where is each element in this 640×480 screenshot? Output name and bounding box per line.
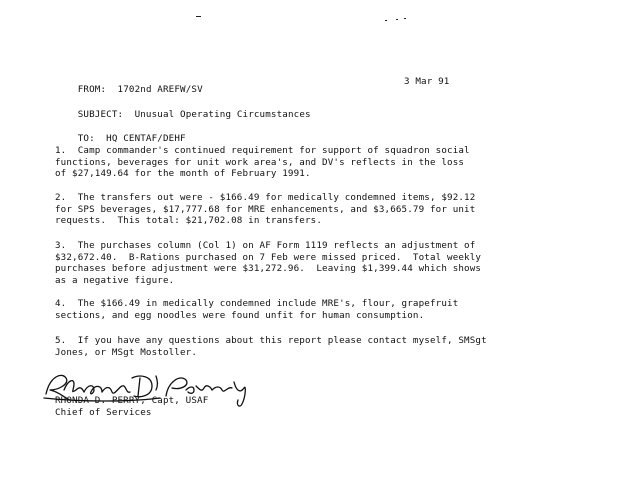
paragraph-line: functions, beverages for unit work area's, and DV's reflects in the loss bbox=[55, 156, 465, 168]
paragraph-1 bbox=[55, 145, 475, 180]
to-value: HQ CENTAF/DEHF bbox=[106, 133, 186, 144]
paragraph-line: purchases before adjustment were $31,272.96. Leaving $1,399.44 which shows bbox=[55, 263, 482, 275]
paragraph-line: Jones, or MSgt Mostoller. bbox=[55, 346, 198, 358]
paragraph-line: requests. This total: $21,702.08 in transfers. bbox=[55, 215, 323, 227]
paragraph-line: sections, and egg noodles were found unfit for human consumption. bbox=[55, 309, 425, 321]
paragraph-line: for SPS beverages, $17,777.68 for MRE enhancements, and $3,665.79 for unit bbox=[55, 203, 476, 215]
paragraph-line: 4. The $166.49 in medically condemned include MRE's, flour, grapefruit bbox=[55, 298, 459, 309]
paragraph-line: $32,672.40. B-Rations purchased on 7 Feb were missed priced. Total weekly bbox=[55, 251, 482, 263]
paragraph-line: as a negative figure. bbox=[55, 274, 175, 286]
subject-value: Unusual Operating Circumstances bbox=[134, 109, 311, 120]
paragraph-4 bbox=[55, 298, 475, 321]
paragraph-line: of $27,149.64 for the month of February 1991. bbox=[55, 168, 311, 180]
signer-name-title: RHONDA D. PERRY, Capt, USAF bbox=[55, 395, 209, 406]
paragraph-line: 3. The purchases column (Col 1) on AF Form 1119 reflects an adjustment of bbox=[55, 240, 476, 251]
paragraph-3 bbox=[55, 240, 482, 286]
subject-label: SUBJECT: bbox=[77, 109, 124, 120]
paragraph-line: 5. If you have any questions about this report please contact myself, SMSgt bbox=[55, 335, 487, 346]
scan-speck bbox=[396, 19, 398, 20]
memo-date: 3 Mar 91 bbox=[404, 76, 450, 87]
paragraph-line: 2. The transfers out were - $166.49 for medically condemned items, $92.12 bbox=[55, 192, 476, 203]
signature-block bbox=[55, 395, 208, 418]
from-value: 1702nd AREFW/SV bbox=[117, 84, 203, 95]
scan-speck bbox=[404, 18, 406, 19]
scan-speck bbox=[385, 20, 387, 21]
scan-speck bbox=[196, 16, 201, 17]
signer-position: Chief of Services bbox=[55, 406, 152, 418]
paragraph-line: 1. Camp commander's continued requirement for support of squadron social bbox=[55, 145, 470, 156]
paragraph-5 bbox=[55, 335, 487, 358]
from-label: FROM: bbox=[77, 84, 107, 95]
paragraph-2 bbox=[55, 192, 475, 227]
to-label: TO: bbox=[77, 133, 95, 144]
